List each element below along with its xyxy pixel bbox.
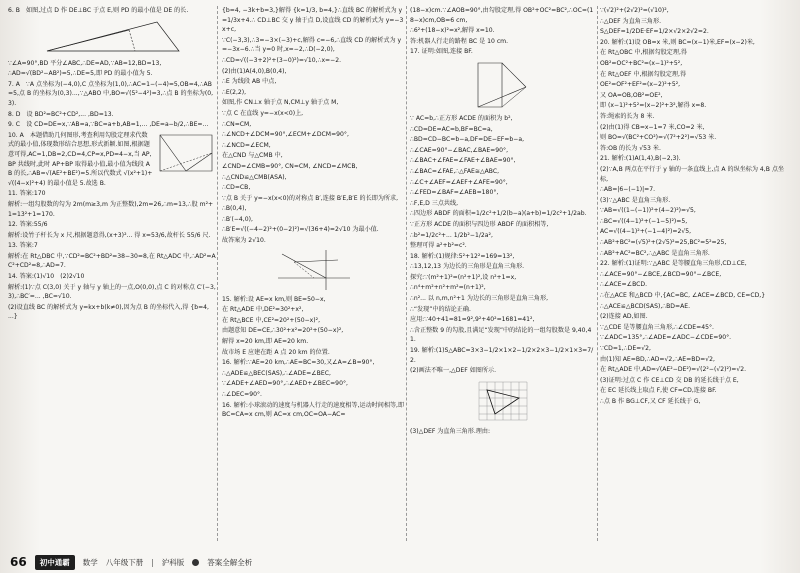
answer-item: 如图,作 CN⊥x 轴于点 N,CM⊥y 轴于点 M, xyxy=(222,99,339,107)
answer-item: OE²=OF²+EF²=(x−2)²+5², xyxy=(600,81,681,89)
answer-item: 答:OB 的长为 √53 米. xyxy=(600,144,661,152)
answer-column-1 xyxy=(8,6,216,544)
separator: | xyxy=(151,557,154,567)
answer-item: ∵(√2)²+(2√2)²=(√10)², xyxy=(600,7,669,14)
answer-item: 19. 解析:(1)S△ABC=3×3−1/2×1×2−1/2×2×3−1/2×1×3=7/2. xyxy=(410,347,594,364)
answer-item: 解析:一组勾股数的勾为 2m(m≥3,m 为正整数),2m=26,∴m=13,∴股 m²+1=13²+1=170. xyxy=(8,200,214,218)
answer-item: 16. 解析:小球滚动的速度与机器人行走的速度相等,运动时间相等,即 BC=CA=x cm,则 AC=x cm,OC=OA−AC= xyxy=(222,401,405,419)
column-divider xyxy=(217,6,218,541)
answer-item: 6. B 如图,过点 D 作 DE⊥BC 于点 E,则 PD 的最小值是 DE 的长. xyxy=(8,7,189,14)
answer-item: ∵∠A=90°,BD 平分∠ABC,∴DE=AD,∵AB=12,BD=13, xyxy=(8,59,162,67)
answer-item: ∴点 B 作 BG⊥CF,又 CF 延长线于 G, xyxy=(600,397,701,405)
answer-item: 解析:在 Rt△DBC 中,∵CD²=BC²+BD²=38−30=8,在 Rt△ADC 中,∴AD²=AC²+CD²=8,∴AD=7. xyxy=(8,252,216,270)
answer-item: ∵AB=√((1−(−1))²+(4−2)²)=√5, xyxy=(600,207,696,215)
answer-item: 17. 证明:如图,连接 BF. xyxy=(410,48,473,56)
answer-item: 7. A ∵A 点坐标为(−4,0),C 点坐标为(1,0),∴AC=1−(−4)=5,OB=4,∴AB=5,点 B 的坐标为(0,3)...,∵△ABO 中,BO=√(5²−4²)=3,∴点 B 的坐标为(0,3). xyxy=(8,80,214,107)
answer-item: 20. 解析:(1)设 OB=x 米,则 BC=(x−1)米,EF=(x−2)米, xyxy=(600,38,755,46)
answer-item: ∵CD=1,∴DE=√2, xyxy=(600,345,651,352)
answer-item: ∴AD=√(BD²−AB²)=5,∴DE=5,即 PD 的最小值为 5. xyxy=(8,70,153,78)
answer-item: 在△CND 与△CMB 中, xyxy=(222,152,283,160)
answer-item: ∵∠ADC=135°,∴∠ADE=∠ADC−∠CDE=90°. xyxy=(600,334,732,342)
answer-column-4 xyxy=(600,6,792,544)
answer-item: OB²=OC²+BC²=(x−1)²+5², xyxy=(600,59,683,67)
brand-badge: 初中通霸 xyxy=(35,555,75,570)
answer-item: 解析:设竹子杆长为 x 尺,根据题意得,(x+3)²... 得 x=53/6,故杆长 55/6 尺. xyxy=(8,231,211,239)
geometry-figure xyxy=(156,131,216,187)
answer-item: AC=√((4−1)²+(−1−4)²)=2√5, xyxy=(600,228,692,236)
answer-item: ∴E(2,2), xyxy=(222,88,247,96)
answer-item: ∴13,12,13 为边长的三角形是直角三角形. xyxy=(410,263,525,271)
answer-item: 解得 x=20 km,即 AE=20 km. xyxy=(222,338,309,346)
answer-item: (3)证明:过点 C 作 CE⊥CD 交 DB 的延长线于点 E, xyxy=(600,376,739,384)
answer-item: 16. 解析:∵AE=20 km,∴AE=BC=30,又∠A=∠B=90°, xyxy=(222,359,375,367)
answer-item: 15. 解析:设 AE=x km,则 BE=50−x, xyxy=(222,295,326,303)
answer-item: 故市场 E 应建在距 A 点 20 km 的位置. xyxy=(222,348,330,356)
answer-item: ∴B′(−4,0), xyxy=(222,215,253,223)
answer-item: ∴△ADE≌△BEC(SAS),∴∠ADE=∠BEC, xyxy=(222,369,331,377)
answer-item: 又 OA=OB,OB²=OE², xyxy=(600,91,663,99)
answer-item: ∴∠BAC+∠FAE=∠FAE+∠BAE=90°, xyxy=(410,157,516,165)
answer-item: 解析:(1)∵点 C(3,0) 关于 y 轴与 y 轴上的一点,O(0,0),点 C 的对称点 C′(−3,3),∴BC′=... ,BC=√10. xyxy=(8,283,216,301)
page-number: 66 xyxy=(10,555,27,569)
answer-item: ∵△CDE 是等腰直角三角形,∴∠CDE=45°. xyxy=(600,323,714,331)
answer-item: ∴∠C+∠AEF=∠AEF+∠AFE=90°, xyxy=(410,178,508,186)
answer-item: S△DEF=1/2DE·EF=1/2×√2×2√2=2. xyxy=(600,28,709,36)
answer-item: ∵∠ADE+∠AED=90°,∴∠AED+∠BEC=90°, xyxy=(222,380,348,388)
edition-label: 沪科版 xyxy=(161,557,185,567)
section-label: 答案全解全析 xyxy=(207,557,253,567)
answer-item: 整理可得 a²+b²=c². xyxy=(410,242,467,250)
answer-item: ∵正方形 ACDE 的面积与四边形 ABDF 的面积相等, xyxy=(410,220,549,228)
answer-item: (3)∵△ABC 是直角三角形. xyxy=(600,196,671,204)
answer-item: ∴CD=√((−3+2)²+(3−0)²)=√10,∴x=−2. xyxy=(222,56,342,64)
answer-item: ∴n⁴+m²+n²+m²=(n+1)², xyxy=(410,284,486,292)
answer-item: (2)由(1)A(4,0),B(0,4), xyxy=(222,67,287,75)
page-footer xyxy=(0,551,800,573)
grade-label: 八年级下册 xyxy=(105,557,144,567)
answer-item: 则 BO=√(BC²+CO²)=√(7²+2²)=√53 米. xyxy=(600,134,717,142)
answer-item: (2)连接 AD,如图. xyxy=(600,313,648,321)
coordinate-figure xyxy=(274,248,354,292)
answer-item: (2)∵A,B 两点在平行于 y 轴的一条直线上,点 A 的纵坐标为 4,B 点坐标, xyxy=(600,165,785,183)
answer-item: ∴△DEF 为直角三角形. xyxy=(600,17,662,25)
answer-item: ∴CD=DE=AC=b,BF=BC=a, xyxy=(410,125,493,133)
answer-item: 在 Rt△OEF 中,根据勾股定理,得 xyxy=(600,70,687,78)
answer-item: ∴n²... 以 n,m,n²+1 为边长的三角形是直角三角形, xyxy=(410,295,549,303)
bullet-icon xyxy=(192,559,199,566)
answer-item: ∴“发现”中的结论正确. xyxy=(410,305,471,313)
answer-item: (18−x)cm.∵∠AOB=90°,由勾股定理,得 OB²+OC²=BC²,∴OC=(18−x)cm,OB=6 cm, xyxy=(410,7,594,24)
answer-item: ∴∠NCD+∠DCM=90°,∠ECM+∠DCM=90°, xyxy=(222,131,349,139)
answer-item: ∴F,E,D 三点共线, xyxy=(410,199,459,207)
answer-item: ∴BD=CD−BC=b−a,DF=DE−EF=b−a, xyxy=(410,136,525,144)
answer-item: 在 Rt△OBC 中,根据勾股定理,得 xyxy=(600,49,688,57)
answer-item: ∵C(−3,3),∴3=−3×(−3)+c,解得 c=−6,∴直线 CD 的解析式为 y=−3x−6.∴当 y=0 时,x=−2,∴D(−2,0), xyxy=(222,36,402,54)
answer-item: 由题意知 DE=CE,∴30²+x²=20²+(50−x)², xyxy=(222,327,344,335)
answer-item: 在 Rt△ADE 中,DE²=30²+x², xyxy=(222,306,304,314)
answer-item: 18. 解析:(1)规律:5²+12²=169=13², xyxy=(410,252,515,260)
answer-item: ∴△ACE≌△BCD(SAS),∴BD=AE. xyxy=(600,302,691,310)
answer-item: ∴∠ACE=90°−∠BCE,∠BCD=90°−∠BCE, xyxy=(600,270,722,278)
answer-item: 在 Rt△ADE 中,AD=√(AE²−DE²)=√(2²−(√2)²)=√2. xyxy=(600,366,747,374)
subject-label: 数学 xyxy=(82,557,98,567)
grid-figure xyxy=(473,378,533,424)
answer-item: ∴B′E=√((−4−2)²+(0−2)²)=√(36+4)=2√10 为最小值. xyxy=(222,226,379,234)
answer-item: (2)画法不唯一,△DEF 如图所示. xyxy=(410,367,497,375)
answer-item: ∴AB=|6−(−1)|=7. xyxy=(600,186,656,194)
answer-item: 探究:∵(m²+1)²=(n²+1)²,设 n²+1=x, xyxy=(410,273,517,281)
answer-item: ∴b²=1/2c²+... 1/2b²−1/2a², xyxy=(410,231,493,239)
answer-item: ∴∠FED=∠BAF=∠AEB=180°, xyxy=(410,189,499,197)
answer-item: 22. 解析:(1)证明:∵△ABC 是等腰直角三角形,CD⊥CE, xyxy=(600,260,747,268)
answer-column-3 xyxy=(410,6,596,544)
answer-item: ∴CD=CB, xyxy=(222,184,251,192)
answer-item: 应用:∵40+41=81=9²,9²+40²=1681=41², xyxy=(410,316,535,324)
answer-item: ∴AB²+AC²=BC²,∴△ABC 是直角三角形. xyxy=(600,249,710,257)
answer-item: ∴∠DEC=90°. xyxy=(222,391,262,398)
answer-item: {b=4, −3k+b=3,}解得 {k=1/3, b=4,}∴直线 BC 的解析式为 y=1/3x+4.∴ CD⊥BC 交 y 轴于点 D,设直线 CD 的解析式为 y=−3x+c, xyxy=(222,7,404,34)
answer-item: 14. 答案:(1)√10 (2)2√10 xyxy=(8,273,85,281)
answer-item: ∴含正整数 9 的勾股,且满足“发现”中的结论的一组勾股数是 9,40,41. xyxy=(410,326,592,344)
answer-item: ∵ AC=b,∴正方形 ACDE 的面积为 b², xyxy=(410,114,513,122)
answer-item: 8. D 设 BD²=BC²+CD²,... ,BD=13. xyxy=(8,110,114,118)
answer-item: ∴BC=√((4−1)²+(−1−5)²)=5, xyxy=(600,217,688,225)
answer-item: (3)△DEF 为直角三角形.理由: xyxy=(410,427,491,435)
answer-item: ∠CND=∠CMB=90°, CN=CM, ∠NCD=∠MCB, xyxy=(222,162,358,170)
answer-item: ∴AB²+BC²=(√5)²+(2√5)²=25,BC²=5²=25, xyxy=(600,239,727,247)
answer-item: 由(1)知 AE=BD,∴AD=√2,∴AE=BD=√2, xyxy=(600,355,715,363)
answer-item: ∴∠NCD=∠ECM, xyxy=(222,141,271,149)
answer-item: 在 EC 延长线上取点 F,使 CF=CD,连接 BF. xyxy=(600,387,717,395)
answer-item: 9. C 设 CD=DE=x,∵AB=a,∵BC=a+b,AB=1,... ,DE=a−b/2,∴BE=... xyxy=(8,121,209,129)
answer-item: ∴∠ACE=∠BCD. xyxy=(600,281,648,289)
answer-item: 答:绳索的长为 8 米. xyxy=(600,112,655,120)
answer-item: 故答案为 2√10. xyxy=(222,237,266,245)
answer-item: 11. 答案:170 xyxy=(8,190,46,198)
triangle-figure xyxy=(37,18,187,56)
answer-item: 在 Rt△BCE 中,CE²=20²+(50−x)², xyxy=(222,316,321,324)
answer-column-2 xyxy=(222,6,405,544)
answer-item: 21. 解析:(1)A(1,4),B(−2,3). xyxy=(600,155,681,163)
answer-item: ∴∠CAE=90°−∠BAC,∠BAE=90°, xyxy=(410,146,509,154)
answer-item: ∵点 C 在直线 y=−x(x<0)上, xyxy=(222,109,304,117)
answer-item: (2)由(1)得 CB=x−1=7 米,CO=2 米, xyxy=(600,123,705,131)
answer-item: ∴四边形 ABDF 的面积=1/2c²+1/2(b−a)(a+b)=1/2c²+1/2ab. xyxy=(410,210,587,218)
column-divider xyxy=(406,6,407,541)
column-divider xyxy=(597,6,598,541)
answer-item: ∴在△ACE 和△BCD 中,{AC=BC, ∠ACE=∠BCD, CE=CD,} xyxy=(600,292,766,300)
answer-item: 13. 答案:7 xyxy=(8,242,38,250)
answer-item: ∴6²+(18−x)²=x²,解得 x=10. xyxy=(410,27,495,35)
answer-item: ∴△CND≌△CMB(ASA), xyxy=(222,173,287,181)
answer-item: ∵点 B 关于 y=−x(x<0)的对称点 B′,连接 B′E,B′E 的长即为所求, xyxy=(222,194,399,202)
answer-item: 答:机器人行走的路程 BC 是 10 cm. xyxy=(410,37,509,45)
square-proof-figure xyxy=(468,59,538,111)
answer-item: ∴CN=CM, xyxy=(222,120,252,128)
answer-item: 10. A 本题借助几何图形,考查利用勾股定理求代数式的最小值,体现数形结合思想,形式新颖.如图,根据题意可得,AC=1,DB=2,CD=4,CP=x,PD=4−x,当 AP,BP 共线时,此时 AP+BP 取得最小值,最小值为线段 AB 的长,∴AB=√(AE²+BE²)=5.所以代数式 √(x²+1)+√((4−x)²+4) 的最小值是 5.故选 B. xyxy=(8,131,153,187)
answer-item: 即 (x−1)²+5²=(x−2)²+3²,解得 x=8. xyxy=(600,102,707,110)
answer-item: (2)设直线 BC 的解析式为 y=kx+b(k≠0),因为点 B 的坐标代入,得 {b=4, ...} xyxy=(8,303,209,321)
answer-item: 12. 答案:55/6 xyxy=(8,221,48,229)
answer-item: ∴E 为线段 AB 中点, xyxy=(222,78,277,86)
answer-item: ∴B(0,4), xyxy=(222,205,247,213)
answer-item: ∴∠BAC=∠FAE,∴△FAE≅△ABC, xyxy=(410,167,500,175)
